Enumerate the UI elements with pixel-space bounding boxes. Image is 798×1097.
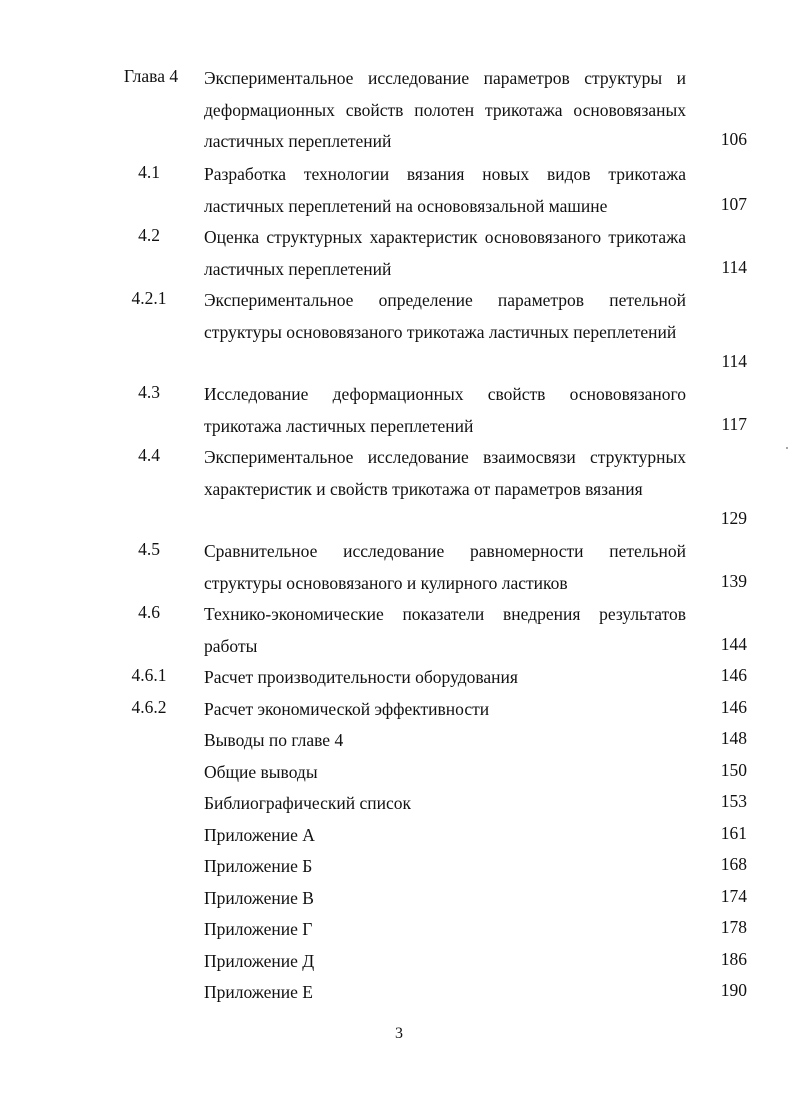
toc-entry-number: Глава 4: [123, 66, 179, 86]
toc-entry-page: 114: [721, 257, 747, 277]
toc-entry-title: Исследование деформационных свойств основовязаного трикотажа ластичных переплетений: [204, 384, 686, 436]
toc-entry-page: 146: [720, 665, 747, 685]
toc-entry-title: Приложение Б: [204, 856, 313, 876]
toc-entry-title: Экспериментальное исследование взаимосвязи структурных характеристик и свойств трикотажа от параметров вязания: [204, 447, 686, 499]
toc-entry-page: 106: [720, 129, 747, 149]
toc-entry-title: Расчет экономической эффективности: [204, 699, 490, 719]
toc-entry-page: 129: [720, 508, 747, 528]
toc-entry-title: Разработка технологии вязания новых видов трикотажа ластичных переплетений на основовязальной машине: [204, 164, 686, 216]
toc-entry-page: 148: [720, 728, 747, 748]
toc-entry-page: 161: [720, 823, 747, 843]
toc-entry-page: 114: [721, 351, 747, 371]
toc-entry-title: Экспериментальное исследование параметров структуры и деформационных свойств полотен трикотажа основовязаных ластичных переплетений: [204, 68, 686, 151]
toc-entry-title: Оценка структурных характеристик основовязаного трикотажа ластичных переплетений: [204, 227, 686, 279]
toc-entry-page: 168: [720, 854, 747, 874]
toc-entry-number: 4.6.2: [131, 697, 167, 717]
page-number: 3: [395, 1025, 403, 1042]
toc-entry-page: 174: [720, 886, 747, 906]
toc-entry-title: Приложение А: [204, 825, 315, 845]
toc-entry-number: 4.2: [138, 225, 160, 245]
toc-entry-title: Экспериментальное определение параметров петельной структуры основовязаного трикотажа ластичных переплетений: [204, 290, 686, 342]
toc-entry-number: 4.4: [138, 445, 160, 465]
toc-entry-title: Приложение Г: [204, 919, 313, 939]
toc-entry-title: Библиографический список: [204, 793, 412, 813]
toc-entry-page: 190: [720, 980, 747, 1000]
toc-entry-title: Приложение Е: [204, 982, 313, 1002]
toc-entry-number: 4.5: [138, 539, 160, 559]
toc-entry-page: 153: [720, 791, 747, 811]
toc-entry-page: 146: [720, 697, 747, 717]
toc-entry-number: 4.1: [138, 162, 160, 182]
toc-entry-number: 4.3: [138, 382, 160, 402]
toc-entry-page: 150: [720, 760, 747, 780]
scan-speck: [786, 447, 788, 449]
toc-entry-title: Приложение Д: [204, 951, 315, 971]
toc-entry-title: Сравнительное исследование равномерности петельной структуры основовязаного и кулирного ластиков: [204, 541, 686, 593]
toc-entry-title: Общие выводы: [204, 762, 318, 782]
toc-entry-number: 4.6: [138, 602, 160, 622]
toc-entry-page: 107: [720, 194, 747, 214]
toc-entry-number: 4.6.1: [131, 665, 167, 685]
toc-entry-page: 186: [720, 949, 747, 969]
toc-entry-page: 139: [720, 571, 747, 591]
toc-entry-title: Расчет производительности оборудования: [204, 667, 518, 687]
toc-entry-page: 178: [720, 917, 747, 937]
toc-entry-page: 117: [721, 414, 747, 434]
toc-entry-title: Выводы по главе 4: [204, 730, 344, 750]
toc-entry-title: Приложение В: [204, 888, 314, 908]
toc-entry-title: Технико-экономические показатели внедрения результатов работы: [204, 604, 686, 656]
toc-entry-page: 144: [720, 634, 747, 654]
toc-entry-number: 4.2.1: [131, 288, 167, 308]
